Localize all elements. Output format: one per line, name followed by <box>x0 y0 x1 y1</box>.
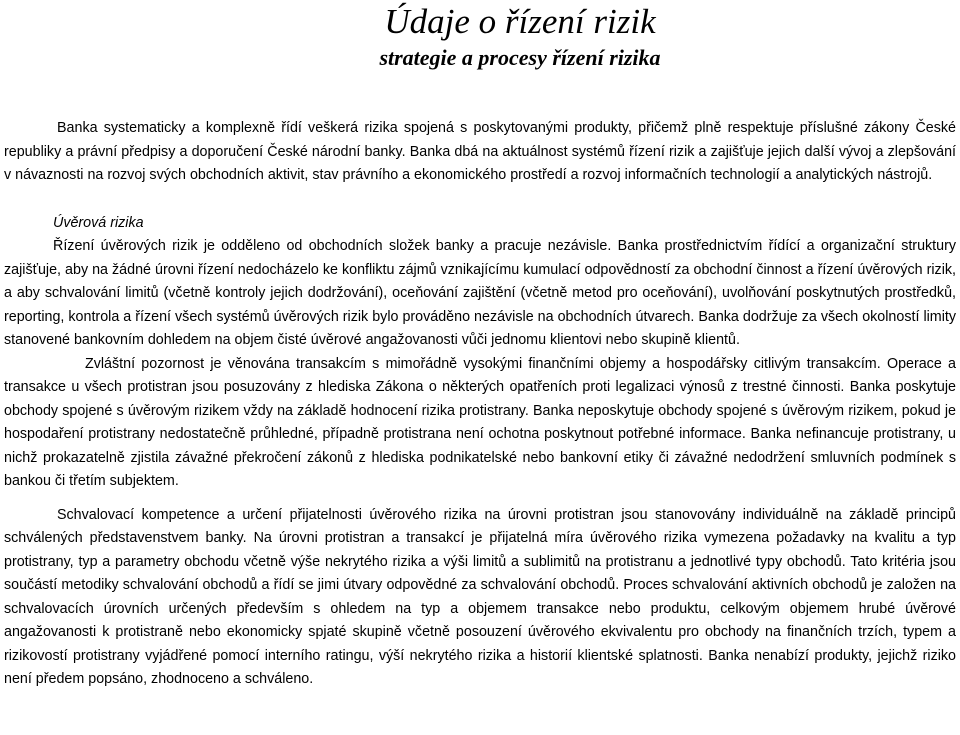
paragraph-special-attention: Zvláštní pozornost je věnována transakcím s mimořádně vysokými finančními objemy a hospodářsky citlivým transakcím. Operace a transakce u všech protistran jsou posuzovány z hlediska Zákona o některých opatřeních proti legalizaci výnosů z trestné činnosti. Banka poskytuje obchody spojené s úvěrovým rizikem vždy na základě hodnocení rizika protistrany. Banka neposkytuje obchody spojené s úvěrovým rizikem, pokud je hospodaření protistrany nedostatečně průhledné, případně protistrana není ochotna poskytnout potřebné informace. Banka nefinancuje protistrany, u nichž prokazatelně zjistila závažné překročení zákonů z hlediska podnikatelské nebo bankovní etiky či závažné nedodržení smluvních podmínek s bankou či třetím subjektem. <box>4 355 956 489</box>
document-body <box>4 117 956 692</box>
paragraph-credit-rest: Banka prostřednictvím řídící a organizační struktury zajišťuje, aby na žádné úrovni řízení nedocházelo ke konfliktu zájmů vznikajícímu kumulací odpovědností za obchodní činnost a řízení úvěrových rizik, a aby schvalování limitů (včetně kontroly jejich dodržování), oceňování zajištění (včetně metod pro oceňování), uvolňování poskytnutých prostředků, reporting, kontrola a řízení všech systémů úvěrových rizik bylo prováděno nezávisle na obchodních útvarech. Banka dodržuje za všech okolností limity stanovené bankovním dohledem na objem čisté úvěrové angažovanosti vůči jednomu klientovi nebo skupině klientů. <box>4 238 957 348</box>
paragraph-approval-competence: Schvalovací kompetence a určení přijatelnosti úvěrového rizika na úrovni protistran jsou stanovovány individuálně na základě principů schválených představenstvem banky. Na úrovni protistran a transakcí je přijatelná míra úvěrového rizika vymezena požadavky na kvalitu a typ protistrany, typ a parametry obchodu včetně výše nekrytého rizika a výši limitů a sublimitů na protistranu a jednotlivé typy obchodů. Tato kritéria jsou součástí metodiky schvalování obchodů a řídí se jimi útvary odpovědné za schvalování obchodů. Proces schvalování aktivních obchodů je založen na schvalovacích úrovních určených především s ohledem na typ a objemem transakce nebo produktu, celkovým objemem hrubé úvěrové angažovanosti k protistraně nebo ekonomicky spjaté skupině včetně posouzení úvěrového ekvivalentu pro obchody na finančních trzích, typem a rizikovostí protistrany vyjádřené pomocí interního ratingu, výší nekrytého rizika a historií klientské splatnosti. Banka nenabízí produkty, jejichž riziko není předem popsáno, zhodnoceno a schváleno. <box>4 506 956 687</box>
paragraph-credit-first-sentence: Řízení úvěrových rizik je odděleno od obchodních složek banky a pracuje nezávisle. <box>53 238 612 254</box>
paragraph-intro: Banka systematicky a komplexně řídí veškerá rizika spojená s poskytovanými produkty, přičemž plně respektuje příslušné zákony České republiky a právní předpisy a doporučení České národní banky. Banka dbá na aktuálnost systémů řízení rizik a zajišťuje jejich další vývoj a zlepšování v návaznosti na rozvoj svých obchodních aktivit, stav právního a ekonomického prostředí a rozvoj informačních technologií a analytických nástrojů. <box>4 120 956 183</box>
paragraph-credit-risk-organization <box>4 235 956 353</box>
page-title: Údaje o řízení rizik <box>384 2 656 41</box>
section-heading-credit-risk: Úvěrová rizika <box>53 214 144 231</box>
page-subtitle: strategie a procesy řízení rizika <box>379 45 661 70</box>
